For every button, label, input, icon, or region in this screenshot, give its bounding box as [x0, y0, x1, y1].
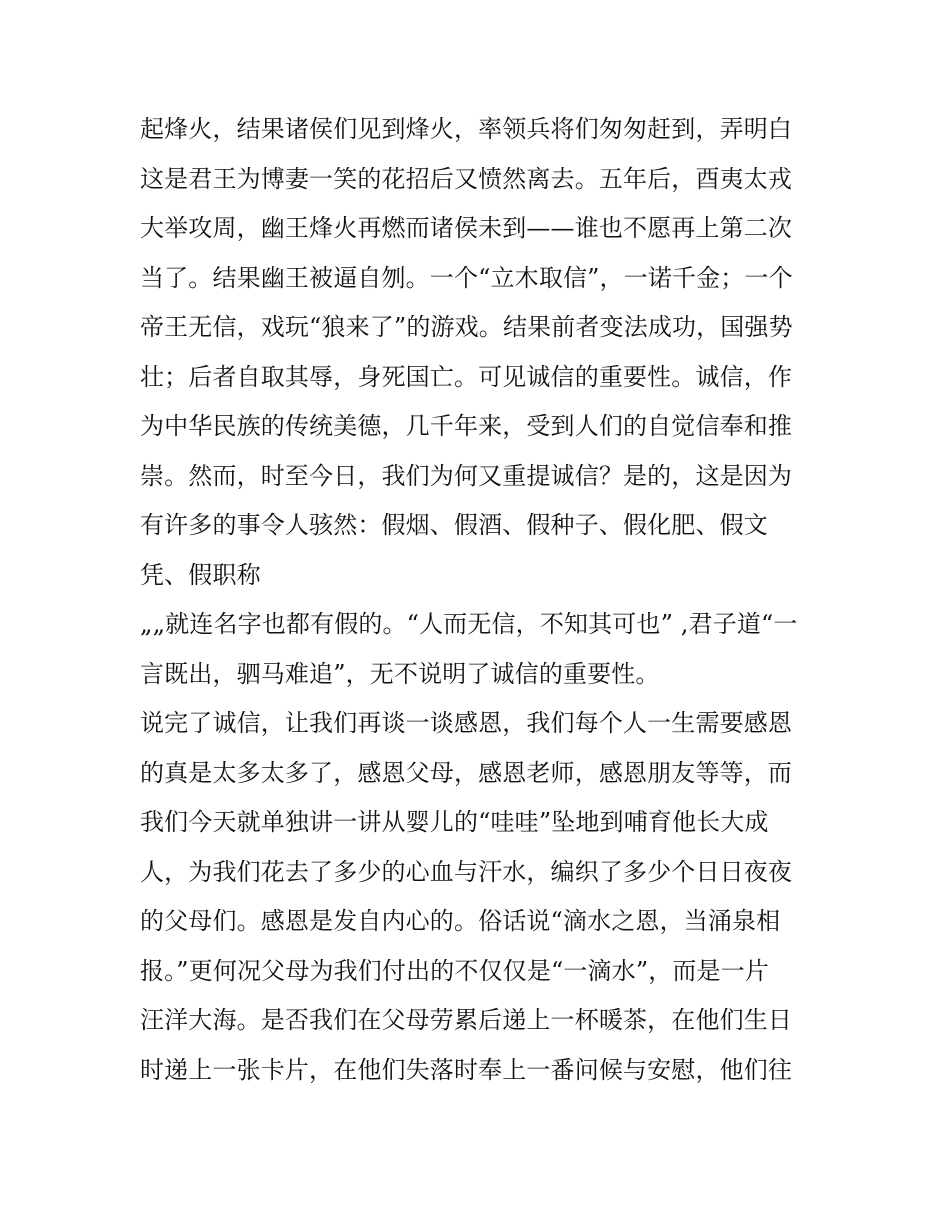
text-line-9: 有许多的事令人骇然：假烟、假酒、假种子、假化肥、假文 — [140, 511, 768, 539]
text-line-2: 这是君王为博妻一笑的花招后又愤然离去。五年后，酉夷太戎 — [140, 164, 793, 193]
text-line-4: 当了。结果幽王被逼自刎。一个“立木取信”，一诺千金；一个 — [140, 263, 793, 292]
text-line-1: 起烽火，结果诸侯们见到烽火，率领兵将们匆匆赶到，弄明白 — [140, 115, 793, 143]
text-line-5: 帝王无信，戏玩“狼来了”的游戏。结果前者变法成功，国强势 — [140, 313, 793, 341]
text-line-17: 的父母们。感恩是发自内心的。俗话说“滴水之恩，当涌泉相 — [140, 907, 781, 935]
text-line-3: 大举攻周，幽王烽火再燃而诸侯未到——谁也不愿再上第二次 — [140, 214, 793, 242]
text-line-20: 时递上一张卡片，在他们失落时奉上一番问候与安慰，他们往 — [140, 1055, 793, 1084]
text-line-12: 言既出，驷马难追”，无不说明了诚信的重要性。 — [140, 659, 660, 688]
text-line-8: 崇。然而，时至今日，我们为何又重提诚信？是的，这是因为 — [140, 461, 793, 490]
text-line-11: „„就连名字也都有假的。“人而无信，不知其可也” ,君子道“一 — [140, 610, 798, 638]
text-line-15: 我们今天就单独讲一讲从婴儿的“哇哇”坠地到哺育他长大成 — [140, 808, 769, 836]
text-line-13: 说完了诚信，让我们再谈一谈感恩，我们每个人一生需要感恩 — [140, 709, 793, 737]
text-line-19: 汪洋大海。是否我们在父母劳累后递上一杯暖茶，在他们生日 — [140, 1006, 793, 1034]
text-line-14: 的真是太多太多了，感恩父母，感恩老师，感恩朋友等等，而 — [140, 758, 793, 787]
text-line-18: 报。”更何况父母为我们付出的不仅仅是“一滴水”，而是一片 — [140, 956, 770, 985]
text-line-16: 人，为我们花去了多少的心血与汗水，编织了多少个日日夜夜 — [140, 857, 793, 886]
text-line-6: 壮；后者自取其辱，身死国亡。可见诚信的重要性。诚信，作 — [140, 362, 793, 391]
text-line-10: 凭、假职称 — [140, 560, 261, 589]
text-line-7: 为中华民族的传统美德，几千年来，受到人们的自觉信奉和推 — [140, 412, 793, 440]
document-page — [140, 105, 812, 1095]
